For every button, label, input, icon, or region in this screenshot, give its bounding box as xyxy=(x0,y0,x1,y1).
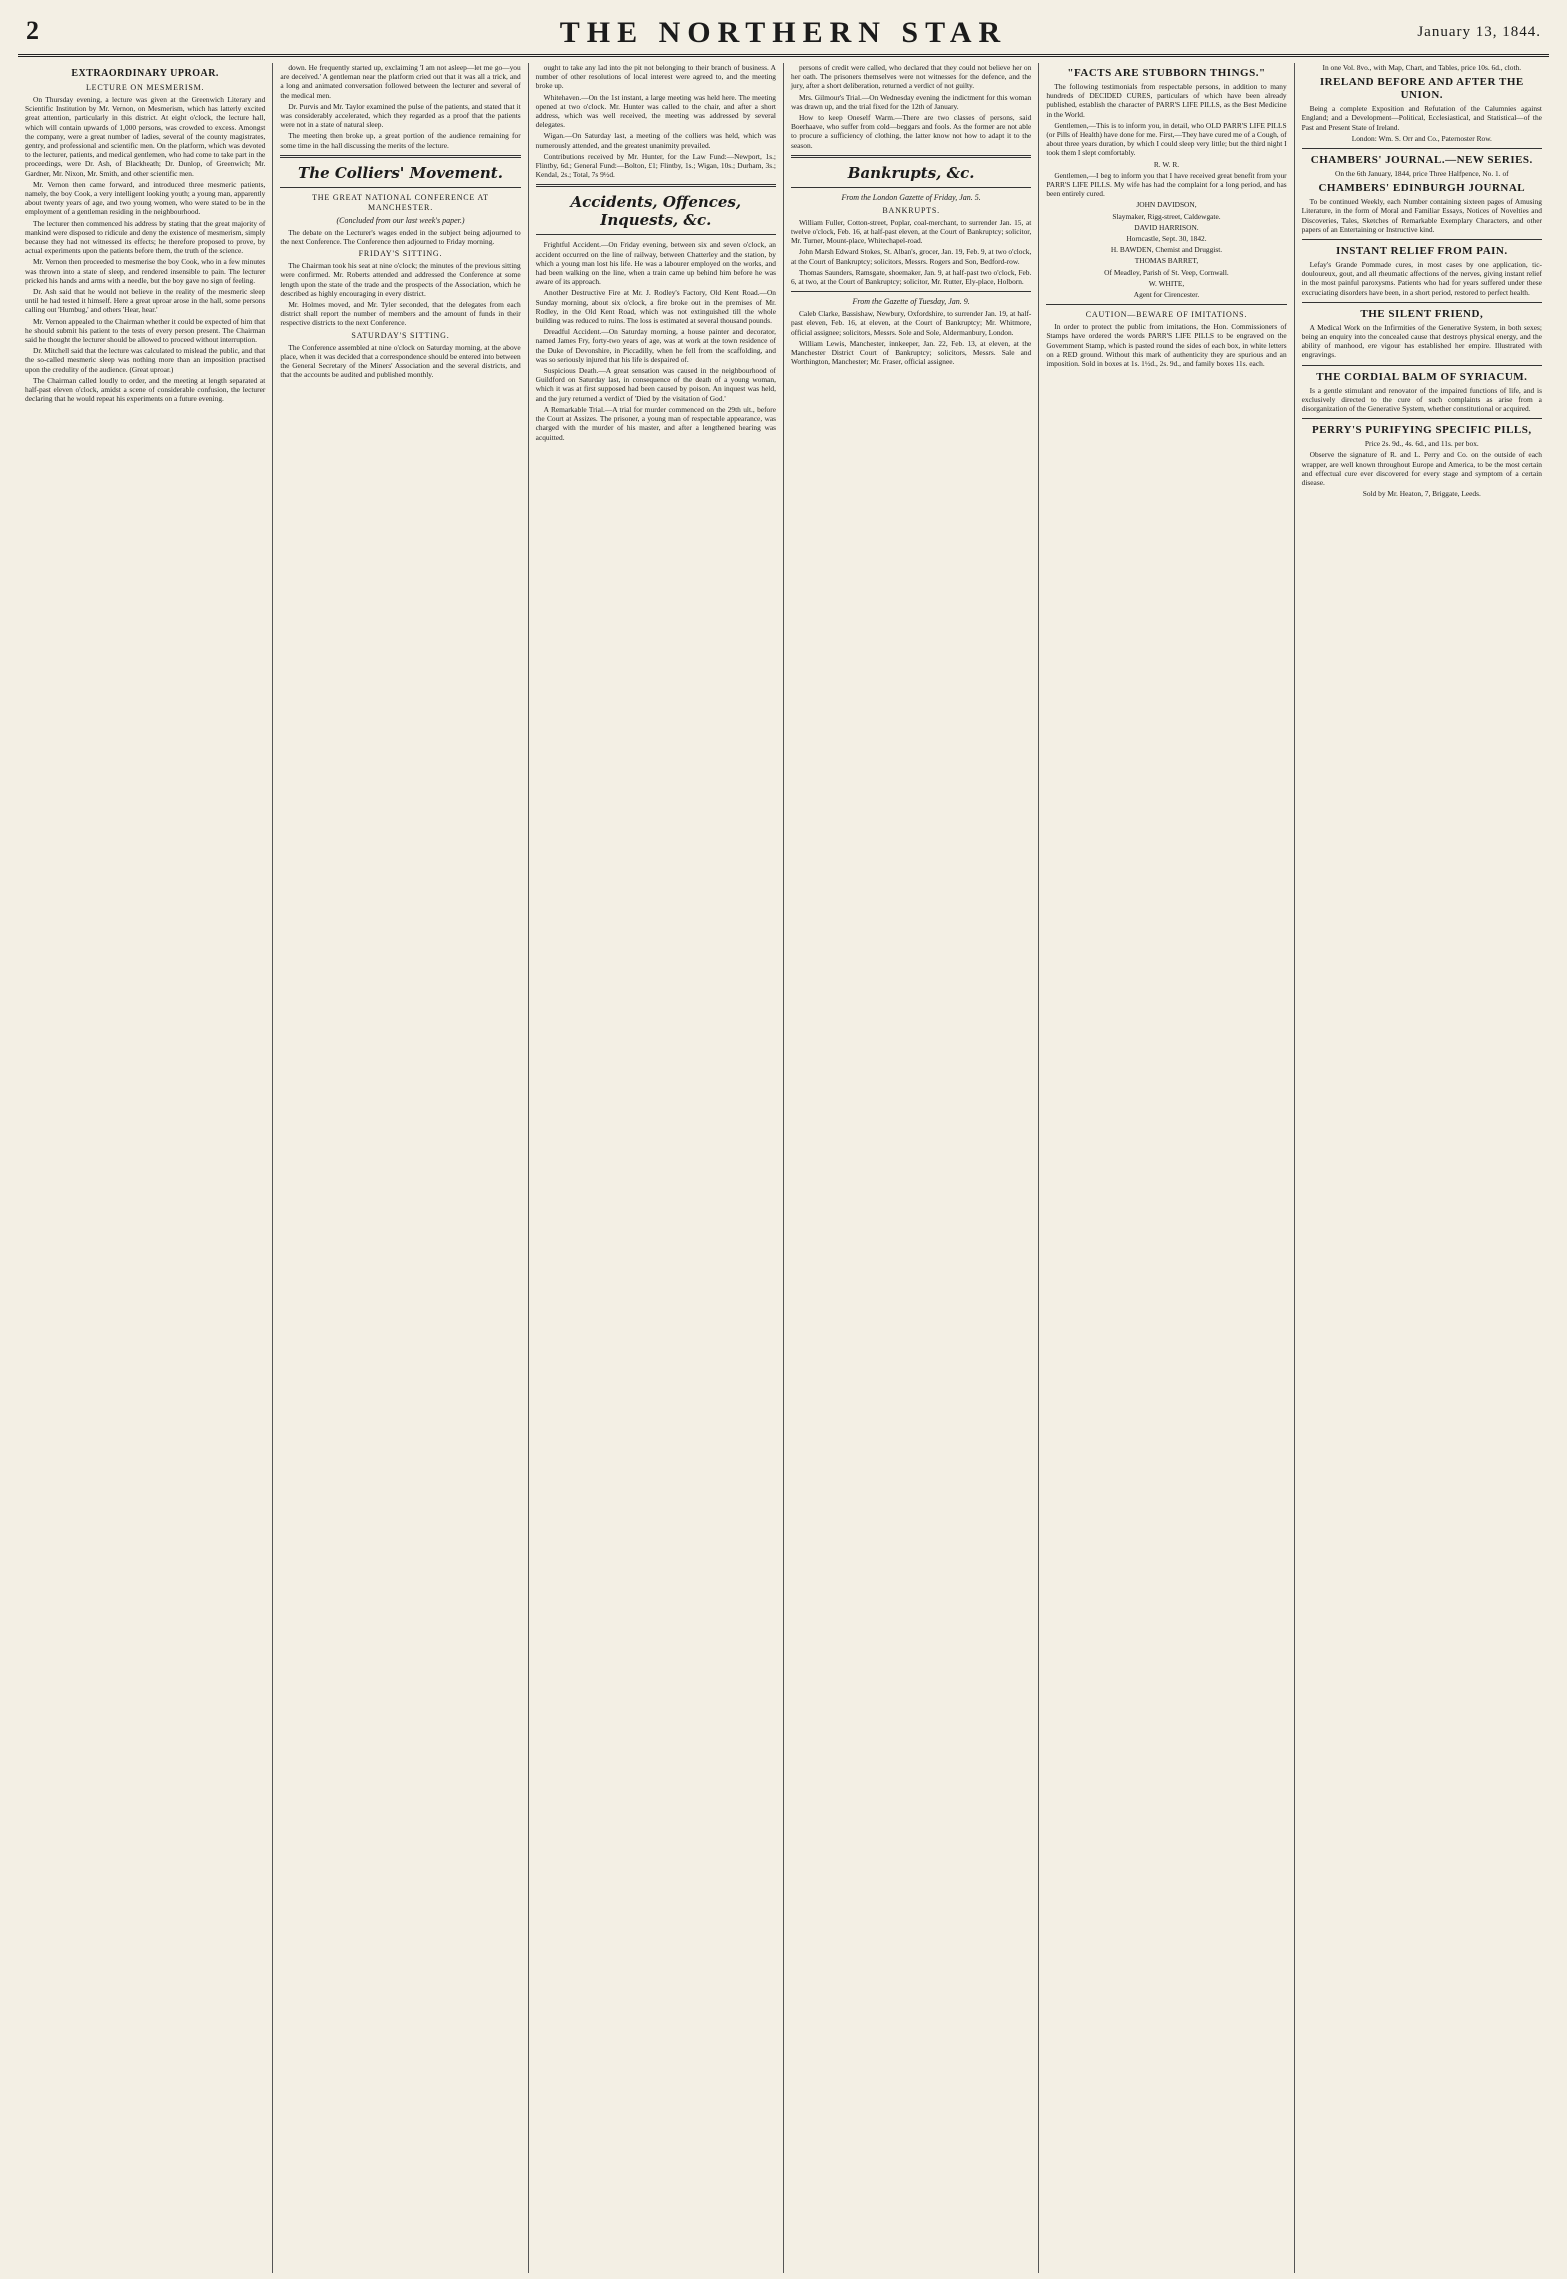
column-1 xyxy=(18,63,273,2273)
article-paragraph: The Chairman took his seat at nine o'clock; the minutes of the previous sitting were confirmed. Mr. Roberts attended and addressed the Conference at some length upon the state of the trade and the prospects of the Association, which he described as highly encouraging in every district. xyxy=(280,261,521,298)
ad-paragraph: Observe the signature of R. and L. Perry and Co. on the outside of each wrapper, are well known throughout Europe and America, to be the most certain and effectual cure ever discovered for every stage and symptom of a certain disease. xyxy=(1301,450,1542,488)
ad-price: Price 2s. 9d., 4s. 6d., and 11s. per box. xyxy=(1364,439,1479,449)
section-head-colliers: The Colliers' Movement. xyxy=(298,163,503,182)
article-paragraph: persons of credit were called, who declared that they could not believe her on her oath. The prisoners themselves were not witnesses for the defence, and the jury, after a short deliberation, returned a verdict of not guilty. xyxy=(790,63,1032,91)
ad-paragraph: A Medical Work on the Infirmities of the Generative System, in both sexes; being an enquiry into the concealed cause that destroys physical energy, and the ability of manhood, ere vigour has established her empire. Illustrated with engravings. xyxy=(1301,322,1542,360)
article-paragraph: Frightful Accident.—On Friday evening, between six and seven o'clock, an accident occurred on the line of railway, between Chatterley and the station, by which a young man lost his life. He was a labourer employed on the works, and had been walking on the line, when a train came up behind him before he was aware of its approach. xyxy=(535,240,776,287)
article-paragraph: Dr. Mitchell said that the lecture was calculated to mislead the public, and that the so-called mesmeric sleep was nothing more than an imposition practised upon the credulity of the audience. (Great uproar.) xyxy=(25,346,266,374)
ad-title-journal: CHAMBERS' EDINBURGH JOURNAL xyxy=(1318,182,1526,195)
article-paragraph: Mr. Vernon then proceeded to mesmerise the boy Cook, who in a few minutes was thrown into a state of sleep, and rendered insensible to pain. The lecturer pricked his hands and arms with a needle, but the boy gave no sign of feeling. xyxy=(25,257,266,285)
conference-title: THE GREAT NATIONAL CONFERENCE AT MANCHESTER. xyxy=(312,192,489,212)
bankrupt-entry: John Marsh Edward Stokes, St. Alban's, grocer, Jan. 19, Feb. 9, at two o'clock, at the Court of Bankruptcy; solicitors, Messrs. Rogers and Son, Bedford-row. xyxy=(790,247,1032,266)
article-paragraph: Suspicious Death.—A great sensation was caused in the neighbourhood of Guildford on Saturday last, in consequence of the death of a young woman, which it was at first supposed had been caused by poison. An inquest was held, and the jury returned a verdict of 'Died by the visitation of God.' xyxy=(535,366,776,403)
ad-paragraph: In order to protect the public from imitations, the Hon. Commissioners of Stamps have ordered the words PARR'S LIFE PILLS to be engraved on the Government Stamp, which is pasted round the sides of each box, in white letters on a RED ground. Without this mark of authenticity they are spurious and an imposition. Sold in boxes at 1s. 1½d., 2s. 9d., and family boxes 11s. each. xyxy=(1046,322,1287,369)
ad-title-facts: "FACTS ARE STUBBORN THINGS." xyxy=(1067,67,1266,79)
headline-uproar: EXTRAORDINARY UPROAR. xyxy=(71,68,219,79)
section-divider xyxy=(280,155,520,158)
ad-paragraph: Is a gentle stimulant and renovator of the impaired functions of life, and is exclusively directed to the cure of such complaints as arise from a disorganization of the Generative System, whether constitutional or acquired. xyxy=(1301,385,1542,414)
article-paragraph: The meeting then broke up, a great portion of the audience remaining for some time in the hall discussing the merits of the lecture. xyxy=(280,131,521,150)
conference-note: (Concluded from our last week's paper.) xyxy=(336,215,465,225)
ad-signature: DAVID HARRISON. xyxy=(1134,222,1199,232)
divider xyxy=(1302,365,1542,366)
columns xyxy=(18,63,1549,2273)
contributions-list: Contributions received by Mr. Hunter, for the Law Fund:—Newport, 1s.; Flintby, 6d.; General Fund:—Bolton, £1; Flintby, 1s.; Wigan, 10s.; Durham, 3s.; Kendal, 2s.; Total, 7s 9½d. xyxy=(535,151,776,180)
ad-place: Of Meadley, Parish of St. Veep, Cornwall. xyxy=(1104,267,1229,277)
ad-paragraph: Lefay's Grande Pommade cures, in most cases by one application, tic-douloureux, gout, and all rheumatic affections of the nerves, giving instant relief in the most painful paroxysms. Patients who had for years suffered under these excruciating disorders have been, in a short period, restored to perfect health. xyxy=(1301,260,1542,297)
bankrupt-entry: Caleb Clarke, Bassishaw, Newbury, Oxfordshire, to surrender Jan. 19, at half-past eleven, Feb. 16, at eleven, at the Court of Bankruptcy; Mr. Whitmore, official assignee; solicitors, Messrs. Sole and Sole, Aldermanbury, London. xyxy=(790,309,1032,337)
ad-title-silent-friend: THE SILENT FRIEND, xyxy=(1360,307,1484,320)
divider xyxy=(280,187,520,188)
ad-signature: JOHN DAVIDSON, xyxy=(1136,200,1197,210)
article-paragraph: Mr. Holmes moved, and Mr. Tyler seconded, that the delegates from each district shall report the number of members and the amount of funds in their respective districts to the next Conference. xyxy=(280,300,521,328)
divider xyxy=(1302,418,1542,419)
ad-text: On the 6th January, 1844, price Three Halfpence, No. 1. of xyxy=(1334,169,1509,179)
article-paragraph: down. He frequently started up, exclaiming 'I am not asleep—let me go—you are deceived.' A gentleman near the platform cried out that it was all a trick, and a long and animated conversation followed between the lecturer and several of the medical men. xyxy=(280,63,521,100)
ad-title-chambers: CHAMBERS' JOURNAL.—NEW SERIES. xyxy=(1310,154,1533,167)
section-head-accidents: Accidents, Offences, Inquests, &c. xyxy=(570,193,742,230)
gazette-heading: From the London Gazette of Friday, Jan. 5. xyxy=(841,192,981,202)
ad-paragraph: The following testimonials from respectable persons, in addition to many hundreds of DECIDED CURES, particulars of which have been already published, establish the character of PARR'S LIFE PILLS, as the Best Medicine in the World. xyxy=(1046,82,1287,119)
ad-paragraph: Being a complete Exposition and Refutation of the Calumnies against England; and a Development—Political, Ecclesiastical, and Statistical—of the Past and Present State of Ireland. xyxy=(1301,104,1542,132)
article-paragraph: Wigan.—On Saturday last, a meeting of the colliers was held, which was numerously attended, and the greatest unanimity prevailed. xyxy=(535,131,776,150)
bankrupt-entry: William Lewis, Manchester, innkeeper, Jan. 22, Feb. 13, at eleven, at the Manchester District Court of Bankruptcy; solicitors, Messrs. Sale and Worthington, Manchester; Mr. Fraser, official assignee. xyxy=(790,338,1032,367)
section-head-bankrupts: Bankrupts, &c. xyxy=(847,163,975,182)
subhead-mesmerism: LECTURE ON MESMERISM. xyxy=(85,83,205,92)
article-paragraph: Dr. Purvis and Mr. Taylor examined the pulse of the patients, and stated that it was considerably accelerated, which they regarded as a proof that the patients were not in a state of natural sleep. xyxy=(280,101,521,130)
issue-date: January 13, 1844. xyxy=(1417,24,1541,40)
article-paragraph: Dr. Ash said that he would not believe in the reality of the mesmeric sleep until he had tested it himself. Here a great uproar arose in the hall, some persons calling out 'Humbug,' and others 'Hear, hear.' xyxy=(25,287,266,315)
section-divider xyxy=(791,155,1031,158)
divider xyxy=(1046,304,1286,305)
article-paragraph: The lecturer then commenced his address by stating that the great majority of mankind were disposed to ridicule and deny the existence of mesmerism, simply because they had not witnessed its effects; he therefore proposed to prove, by actual experiments upon the patients before them, the truth of the science. xyxy=(25,218,266,256)
ad-place: Agent for Cirencester. xyxy=(1133,290,1200,300)
ad-title-perry-pills: PERRY'S PURIFYING SPECIFIC PILLS, xyxy=(1311,424,1532,437)
article-paragraph: The debate on the Lecturer's wages ended in the subject being adjourned to the next Conference. The Conference then adjourned to Friday morning. xyxy=(280,227,521,247)
ad-signature: H. BAWDEN, Chemist and Druggist. xyxy=(1110,245,1223,255)
ad-title-ireland: IRELAND BEFORE AND AFTER THE UNION. xyxy=(1319,76,1524,102)
day-heading-friday: FRIDAY'S SITTING. xyxy=(358,249,443,259)
column-4 xyxy=(784,63,1039,2273)
ad-title-relief: INSTANT RELIEF FROM PAIN. xyxy=(1336,245,1508,258)
article-paragraph: Mr. Vernon appealed to the Chairman whether it could be expected of him that he should submit his patient to the tests of every person present. The Chairman said he thought the lecturer should be allowed to proceed without interruption. xyxy=(25,316,266,345)
ad-signature: THOMAS BARRET, xyxy=(1134,256,1199,266)
bankrupts-label: BANKRUPTS. xyxy=(882,205,940,215)
section-divider xyxy=(536,184,776,187)
ad-text: In one Vol. 8vo., with Map, Chart, and Tables, price 10s. 6d., cloth. xyxy=(1322,63,1522,72)
gazette-heading: From the Gazette of Tuesday, Jan. 9. xyxy=(852,297,970,307)
caution-heading: CAUTION—BEWARE OF IMITATIONS. xyxy=(1085,310,1248,320)
divider xyxy=(791,291,1031,292)
ad-seller: Sold by Mr. Heaton, 7, Briggate, Leeds. xyxy=(1362,489,1481,499)
ad-paragraph: Gentlemen,—This is to inform you, in detail, who OLD PARR'S LIFE PILLS (or Pills of Health) have done for me. First,—They have cured me of a Cough, of about three years duration, by which I could sleep very little; but the third night I took them I slept comfortably. xyxy=(1046,120,1287,158)
day-heading-saturday: SATURDAY'S SITTING. xyxy=(351,330,450,340)
divider xyxy=(1302,239,1542,240)
page-number: 2 xyxy=(26,16,39,45)
ad-place: Horncastle, Sept. 30, 1842. xyxy=(1126,234,1207,244)
article-paragraph: Dreadful Accident.—On Saturday morning, a house painter and decorator, named James Fry, forty-two years of age, was at work at the town residence of the Duke of Devonshire, in Piccadilly, when he fell from the scaffolding, and was so seriously injured that his life is despaired of. xyxy=(535,327,776,364)
article-paragraph: On Thursday evening, a lecture was given at the Greenwich Literary and Scientific Institution by Mr. Vernon, on Mesmerism, which has latterly excited great attention, particularly in this district. At eight o'clock, the lecture hall, which will contain upwards of 1,000 persons, was crowded to excess. Amongst the company, were a great number of ladies, several of the county magistrates, gentry, and professional and scientific men. On the platform, which was devoted to the lecturer, patients, and medical gentlemen, who had come to take part in the proceedings, were Dr. Ash, of Blackheath; Dr. Dunlop, of Greenwich; Mr. Gardner, Mr. Nixon, Mr. Smith, and other scientific men. xyxy=(25,95,266,178)
article-paragraph: A Remarkable Trial.—A trial for murder commenced on the 29th ult., before the Court at Assizes. The prisoner, a young man of respectable appearance, was charged with the murder of his master, and after a lengthened hearing was acquitted. xyxy=(535,404,776,442)
newspaper-title: THE NORTHERN STAR xyxy=(559,16,1008,49)
article-paragraph: The Conference assembled at nine o'clock on Saturday morning, at the above place, when it was decided that a correspondence should be entered into between the General Secretary of the Miners' Association and the several districts, and that the accounts be audited and published monthly. xyxy=(280,342,521,380)
article-paragraph: The Chairman called loudly to order, and the meeting at length separated at half-past eleven o'clock, amidst a scene of considerable confusion, the lecturer declaring that he would repeat his experiments on a future evening. xyxy=(25,375,266,404)
column-5 xyxy=(1039,63,1294,2273)
masthead xyxy=(18,10,1549,57)
bankrupt-entry: William Fuller, Cotton-street, Poplar, coal-merchant, to surrender Jan. 15, at twelve o'clock, Feb. 16, at half-past eleven, at the Court of Bankruptcy; solicitor, Mr. Turner, Mount-place, Whitechapel-road. xyxy=(790,217,1032,246)
ad-signature: R. W. R. xyxy=(1153,159,1180,169)
column-6 xyxy=(1295,63,1549,2273)
ad-paragraph: Gentlemen,—I beg to inform you that I have received great benefit from your PARR'S LIFE PILLS. My wife has had the complaint for a long period, and has been entirely cured. xyxy=(1046,170,1287,199)
ad-title-cordial-balm: THE CORDIAL BALM OF SYRIACUM. xyxy=(1316,370,1528,383)
article-paragraph: How to keep Oneself Warm.—There are two classes of persons, said Boerhaave, who suffer from cold—beggars and fools. As the former are not able to procure a sufficiency of clothing, the latter know not how to adapt it to the season. xyxy=(790,113,1032,150)
divider xyxy=(791,187,1031,188)
column-3 xyxy=(529,63,784,2273)
article-paragraph: ought to take any lad into the pit not belonging to their branch of business. A number of other resolutions of local interest were agreed to, and the meeting broke up. xyxy=(535,63,776,91)
article-paragraph: Whitehaven.—On the 1st instant, a large meeting was held here. The meeting opened at two o'clock. Mr. Hunter was called to the chair, and after a short address, which was well received, the meeting was addressed by several delegates. xyxy=(535,92,776,130)
article-paragraph: Another Destructive Fire at Mr. J. Rodley's Factory, Old Kent Road.—On Sunday morning, about six o'clock, a fire broke out in the premises of Mr. Rodley, in the Old Kent Road, which was not extinguished till the whole building was reduced to ruins. The loss is estimated at several thousand pounds. xyxy=(535,288,776,326)
bankrupt-entry: Thomas Saunders, Ramsgate, shoemaker, Jan. 9, at half-past two o'clock, Feb. 6, at two, at the Court of Bankruptcy; solicitor, Mr. Rutter, Ely-place, Holborn. xyxy=(790,267,1032,287)
ad-publisher: London: Wm. S. Orr and Co., Paternoster Row. xyxy=(1351,133,1492,143)
divider xyxy=(1302,148,1542,149)
article-paragraph: Mr. Vernon then came forward, and introduced three mesmeric patients, namely, the boy Cook, a very intelligent looking youth; a young man, apparently about twenty years of age, and two young women, who were stated to be in the employment of a gentleman residing in the neighbourhood. xyxy=(25,179,266,217)
ad-paragraph: To be continued Weekly, each Number containing sixteen pages of Amusing Literature, in the form of Moral and Familiar Essays, Notices of Novelties and Discoveries, Tales, Sketches of Remarkable Exemplary Characters, and other papers of an Entertaining or Instructive kind. xyxy=(1301,197,1542,234)
article-paragraph: Mrs. Gilmour's Trial.—On Wednesday evening the indictment for this woman was drawn up, and the trial fixed for the 12th of January. xyxy=(790,92,1032,111)
divider xyxy=(1302,302,1542,303)
divider xyxy=(536,234,776,235)
column-2 xyxy=(273,63,528,2273)
ad-place: Slaymaker, Rigg-street, Caldewgate. xyxy=(1112,211,1221,221)
ad-signature: W. WHITE, xyxy=(1148,278,1185,288)
